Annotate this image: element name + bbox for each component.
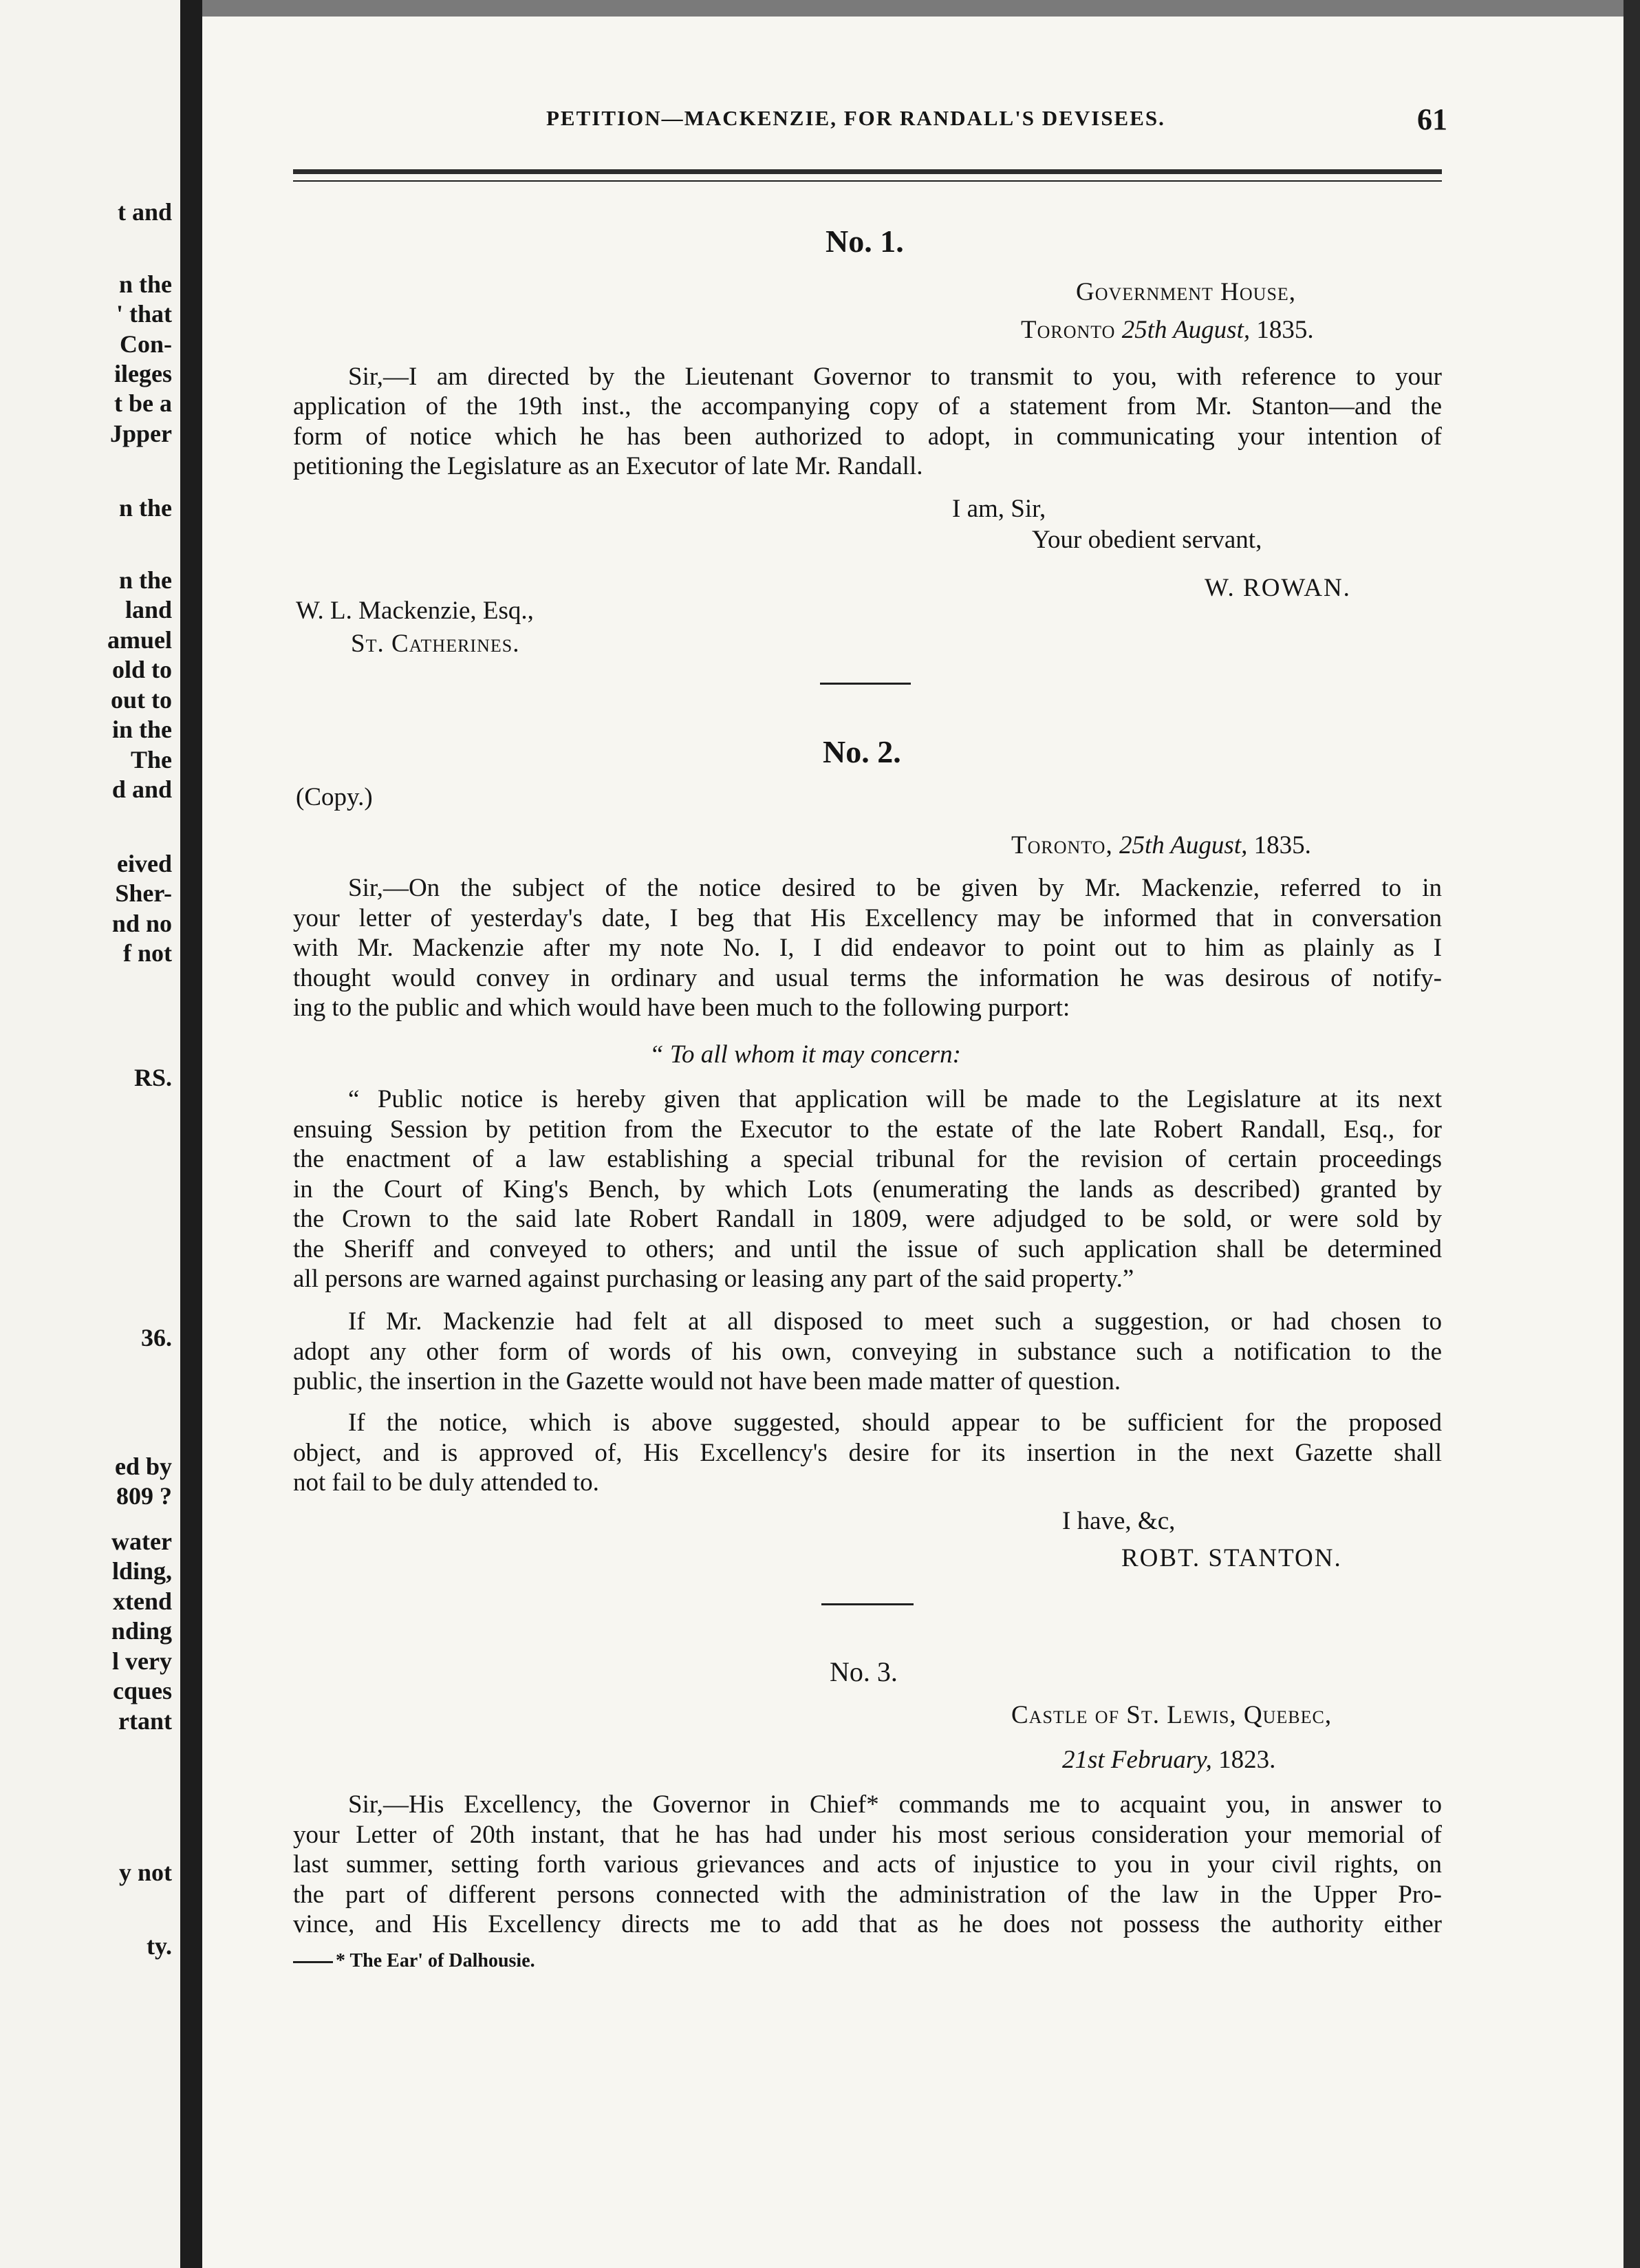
- quote-line: the enactment of a law establishing a special tribunal for the revision of certain proceedings: [293, 1145, 1442, 1173]
- addressee: W. L. Mackenzie, Esq.,: [296, 597, 534, 625]
- running-head: PETITION—MACKENZIE, FOR RANDALL'S DEVISEES.: [546, 106, 1165, 130]
- left-fragment-line: ed by: [114, 1453, 172, 1480]
- body-line: application of the 19th inst., the accompanying copy of a statement from Mr. Stanton—and the: [293, 392, 1442, 420]
- body-line: vince, and His Excellency directs me to add that as he does not possess the authority either: [293, 1910, 1442, 1938]
- letter-date: 21st February, 1823.: [1062, 1746, 1276, 1774]
- left-fragment-line: rtant: [118, 1707, 172, 1735]
- quote-line: ensuing Session by petition from the Executor to the estate of the late Robert Randall, Esq., for: [293, 1115, 1442, 1144]
- left-fragment-line: land: [125, 596, 172, 623]
- left-fragment-line: n the: [118, 566, 172, 594]
- left-fragment-line: t and: [117, 198, 172, 226]
- page-edge-shadow: [1623, 0, 1640, 2268]
- left-fragment-line: n the: [118, 494, 172, 522]
- left-fragment-line: 36.: [141, 1324, 172, 1351]
- body-line: If the notice, which is above suggested, should appear to be sufficient for the proposed: [348, 1409, 1442, 1437]
- body-line: If Mr. Mackenzie had felt at all disposed to meet such a suggestion, or had chosen to: [348, 1307, 1442, 1336]
- body-line: public, the insertion in the Gazette would not have been made matter of question.: [293, 1367, 1121, 1395]
- body-line: adopt any other form of words of his own, conveying in substance such a notification to the: [293, 1338, 1442, 1366]
- body-line: petitioning the Legislature as an Executor of late Mr. Randall.: [293, 452, 923, 480]
- body-line: Sir,—On the subject of the notice desired to be given by Mr. Mackenzie, referred to in: [348, 874, 1442, 902]
- body-line: thought would convey in ordinary and usual terms the information he was desirous of notify-: [293, 964, 1442, 992]
- closing: I have, &c,: [1062, 1507, 1176, 1535]
- left-fragment-line: t be a: [114, 389, 172, 417]
- left-fragment-line: amuel: [107, 626, 172, 654]
- left-page-fragment: [0, 0, 180, 2268]
- left-fragment-line: Con-: [119, 330, 172, 358]
- quote-line: all persons are warned against purchasing or leasing any part of the said property.”: [293, 1265, 1134, 1293]
- left-fragment-line: Jpper: [110, 420, 172, 447]
- letter-date: Toronto, 25th August, 1835.: [1011, 831, 1311, 859]
- left-fragment-line: RS.: [133, 1064, 172, 1091]
- quote-heading: “ To all whom it may concern:: [649, 1040, 961, 1069]
- page-number: 61: [1417, 103, 1447, 136]
- header-rule: [293, 169, 1442, 174]
- letter-heading: No. 1.: [826, 224, 904, 259]
- body-line: Sir,—I am directed by the Lieutenant Governor to transmit to you, with reference to your: [348, 363, 1442, 391]
- letter-place: Castle of St. Lewis, Quebec,: [1011, 1701, 1332, 1729]
- left-fragment-line: water: [111, 1528, 172, 1555]
- closing: Your obedient servant,: [1032, 526, 1262, 554]
- letter-date: Toronto 25th August, 1835.: [1021, 316, 1314, 344]
- addressee-place: St. Catherines.: [351, 630, 520, 658]
- body-line: ing to the public and which would have been much to the following purport:: [293, 994, 1070, 1022]
- left-fragment-line: n the: [118, 270, 172, 298]
- body-line: your Letter of 20th instant, that he has had under his most serious consideration your memorial of: [293, 1821, 1442, 1849]
- left-fragment-line: xtend: [112, 1587, 172, 1615]
- body-line: form of notice which he has been authorized to adopt, in communicating your intention of: [293, 422, 1442, 451]
- left-fragment-line: cques: [112, 1677, 172, 1704]
- body-line: the part of different persons connected with the administration of the law in the Upper Pro-: [293, 1881, 1442, 1909]
- header-rule-thin: [293, 180, 1442, 182]
- book-gutter: [180, 0, 202, 2268]
- body-line: your letter of yesterday's date, I beg that His Excellency may be informed that in conversation: [293, 904, 1442, 932]
- signature: W. ROWAN.: [1205, 574, 1351, 602]
- quote-line: in the Court of King's Bench, by which Lots (enumerating the lands as described) granted by: [293, 1175, 1442, 1203]
- quote-line: “ Public notice is hereby given that application will be made to the Legislature at its next: [348, 1085, 1442, 1113]
- letter-heading: No. 2.: [823, 734, 901, 769]
- left-fragment-line: ' that: [116, 300, 172, 328]
- quote-line: the Sheriff and conveyed to others; and until the issue of such application shall be determined: [293, 1235, 1442, 1263]
- left-fragment-line: f not: [123, 939, 172, 967]
- left-fragment-line: 809 ?: [116, 1482, 172, 1510]
- left-fragment-line: old to: [111, 656, 172, 683]
- body-line: Sir,—His Excellency, the Governor in Chief* commands me to acquaint you, in answer to: [348, 1790, 1442, 1819]
- copy-label: (Copy.): [296, 783, 373, 811]
- left-fragment-line: d and: [111, 775, 172, 803]
- body-line: not fail to be duly attended to.: [293, 1468, 599, 1497]
- left-fragment-line: ty.: [146, 1932, 172, 1960]
- document-page: [202, 17, 1623, 2268]
- body-line: object, and is approved of, His Excellency's desire for its insertion in the next Gazette shall: [293, 1439, 1442, 1467]
- left-fragment-line: Sher-: [115, 879, 172, 907]
- left-fragment-line: nd no: [111, 910, 172, 937]
- left-fragment-line: nding: [111, 1617, 172, 1645]
- left-fragment-line: y not: [118, 1859, 172, 1886]
- footnote: * The Ear' of Dalhousie.: [336, 1950, 535, 1971]
- body-line: last summer, setting forth various grievances and acts of injustice to you in your civil rights, on: [293, 1850, 1442, 1879]
- left-fragment-line: l very: [112, 1647, 172, 1675]
- closing: I am, Sir,: [952, 495, 1046, 523]
- quote-line: the Crown to the said late Robert Randall in 1809, were adjudged to be sold, or were sold by: [293, 1205, 1442, 1233]
- footnote-rule: [293, 1961, 333, 1963]
- left-fragment-line: out to: [111, 686, 172, 714]
- signature: ROBT. STANTON.: [1121, 1544, 1342, 1572]
- left-fragment-line: The: [130, 746, 172, 773]
- body-line: with Mr. Mackenzie after my note No. I, I did endeavor to point out to him as plainly as I: [293, 934, 1442, 962]
- letter-heading: No. 3.: [830, 1656, 898, 1687]
- left-fragment-line: ileges: [114, 360, 172, 387]
- section-divider: [821, 1603, 914, 1605]
- left-fragment-line: lding,: [111, 1557, 172, 1585]
- left-fragment-line: in the: [111, 716, 172, 743]
- letter-place: Government House,: [1076, 278, 1297, 306]
- section-divider: [820, 683, 911, 685]
- left-fragment-line: eived: [117, 850, 172, 877]
